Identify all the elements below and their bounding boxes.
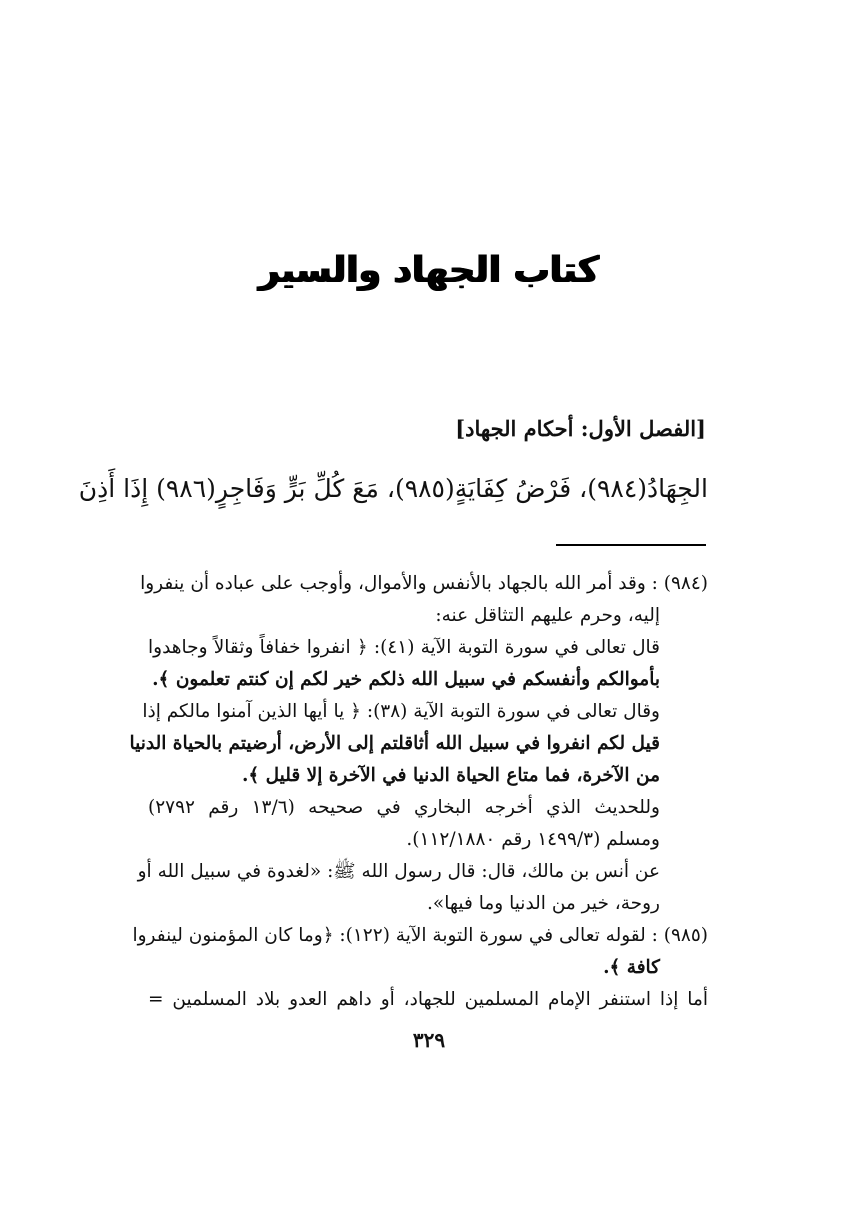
footnote-line: من الآخرة، فما متاع الحياة الدنيا في الآخرة إلا قليل ﴾. [241,765,660,786]
page-number: ٣٢٩ [412,1028,446,1052]
footnote-line: عن أنس بن مالك، قال: قال رسول الله ﷺ: «لغدوة في سبيل الله أو [137,861,660,882]
footnote-line: كافة ﴾. [603,957,660,978]
footnote-line: إليه، وحرم عليهم التثاقل عنه: [435,605,660,626]
footnotes [129,568,708,1016]
matn-text: الجِهَادُ(٩٨٤)، فَرْضُ كِفَايَةٍ(٩٨٥)، مَعَ كُلِّ بَرٍّ وَفَاجِرٍ(٩٨٦) إِذَا أَذِنَ [78,474,708,503]
footnote-line: (٩٨٤) : وقد أمر الله بالجهاد بالأنفس والأموال، وأوجب على عباده أن ينفروا [140,573,708,594]
footnote-line: وللحديث الذي أخرجه البخاري في صحيحه (١٣/٦ رقم ٢٧٩٢) [148,797,660,818]
footnote-line: بأموالكم وأنفسكم في سبيل الله ذلكم خير لكم إن كنتم تعلمون ﴾. [152,669,660,690]
footnote-line: قيل لكم انفروا في سبيل الله أثاقلتم إلى الأرض، أرضيتم بالحياة الدنيا [129,733,660,754]
footnote-line: روحة، خير من الدنيا وما فيها». [427,893,660,914]
footnote-line: ومسلم (١٤٩٩/٣ رقم ١١٢/١٨٨٠). [406,829,660,850]
footnote-divider [556,544,706,546]
book-title: كتاب الجهاد والسير [259,250,599,291]
chapter-heading: [الفصل الأول: أحكام الجهاد] [455,416,706,441]
footnote-line: (٩٨٥) : لقوله تعالى في سورة التوبة الآية (١٢٢): ﴿وما كان المؤمنون لينفروا [132,925,708,946]
footnote-line: أما إذا استنفر الإمام المسلمين للجهاد، أو داهم العدو بلاد المسلمين = [148,989,708,1010]
footnote-line: قال تعالى في سورة التوبة الآية (٤١): ﴿ انفروا خفافاً وثقالاً وجاهدوا [148,637,660,658]
footnote-line: وقال تعالى في سورة التوبة الآية (٣٨): ﴿ يا أيها الذين آمنوا مالكم إذا [142,701,660,722]
